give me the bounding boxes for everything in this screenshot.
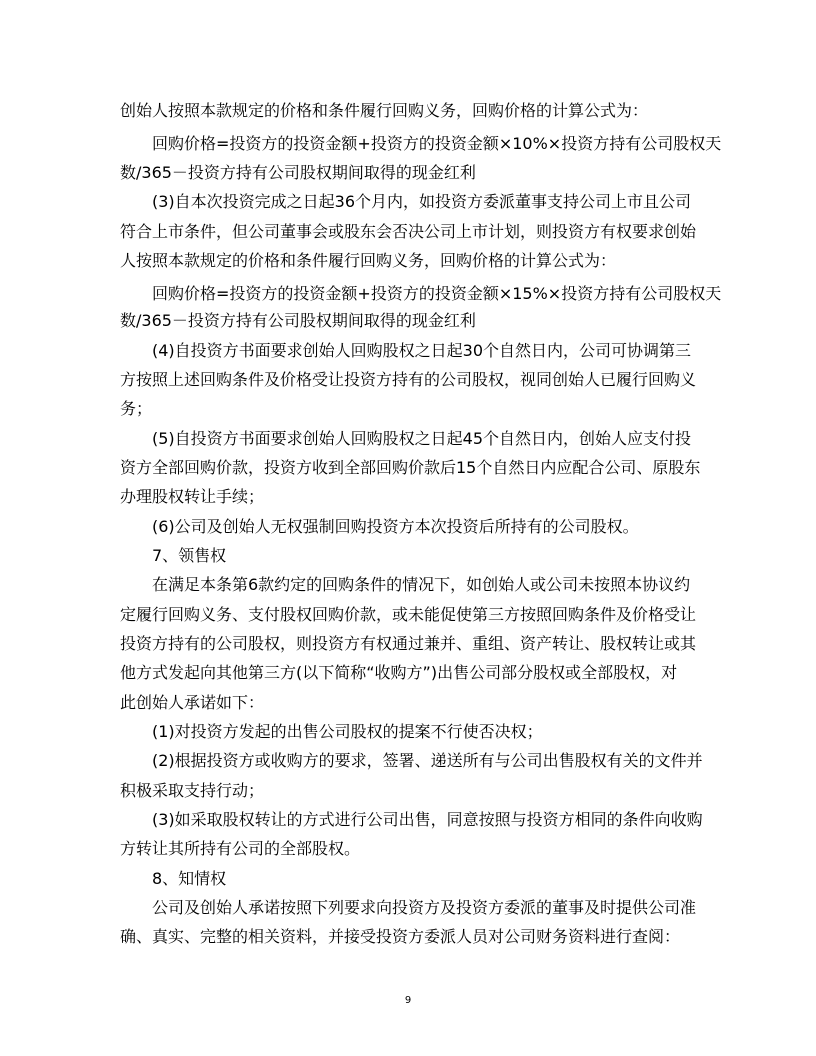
list-item-3: (3)自本次投资完成之日起36个月内，如投资方委派董事支持公司上市且公司 [152, 192, 692, 211]
body-text-line: 在满足本条第6款约定的回购条件的情况下，如创始人或公司未按照本协议约 [152, 575, 691, 594]
list-item-3: (3)如采取股权转让的方式进行公司出售，同意按照与投资方相同的条件向收购 [152, 810, 703, 829]
body-text-line: 积极采取支持行动； [120, 781, 265, 800]
body-text-line: 此创始人承诺如下： [120, 693, 265, 712]
section-heading-7: 7、领售权 [152, 546, 227, 565]
body-text-line: 方按照上述回购条件及价格受让投资方持有的公司股权，视同创始人已履行回购义 [120, 370, 697, 389]
list-item-2: (2)根据投资方或收购方的要求，签署、递送所有与公司出售股权有关的文件并 [152, 751, 703, 770]
list-item-4: (4)自投资方书面要求创始人回购股权之日起30个自然日内，公司可协调第三 [152, 341, 692, 360]
formula-line: 回购价格=投资方的投资金额+投资方的投资金额×15%×投资方持有公司股权天 [152, 284, 722, 303]
body-text-line: 确、真实、完整的相关资料，并接受投资方委派人员对公司财务资料进行查阅： [120, 927, 681, 946]
list-item-6: (6)公司及创始人无权强制回购投资方本次投资后所持有的公司股权。 [152, 517, 639, 536]
body-text-line: 公司及创始人承诺按照下列要求向投资方及投资方委派的董事及时提供公司准 [152, 898, 697, 917]
page-number: 9 [404, 995, 412, 1006]
body-text-line: 定履行回购义务、支付股权回购价款，或未能促使第三方按照回购条件及价格受让 [120, 605, 697, 624]
list-item-5: (5)自投资方书面要求创始人回购股权之日起45个自然日内，创始人应支付投 [152, 429, 692, 448]
body-text-line: 方转让其所持有公司的全部股权。 [120, 839, 361, 858]
section-heading-8: 8、知情权 [152, 869, 227, 888]
body-text-line: 务； [120, 399, 153, 418]
formula-line: 回购价格=投资方的投资金额+投资方的投资金额×10%×投资方持有公司股权天 [152, 134, 722, 153]
formula-line: 数/365－投资方持有公司股权期间取得的现金红利 [120, 311, 476, 330]
list-item-1: (1)对投资方发起的出售公司股权的提案不行使否决权； [152, 722, 543, 741]
body-text-line: 符合上市条件，但公司董事会或股东会否决公司上市计划，则投资方有权要求创始 [120, 222, 697, 241]
body-text-line: 资方全部回购价款，投资方收到全部回购价款后15个自然日内应配合公司、原股东 [120, 458, 701, 477]
body-text-line: 他方式发起向其他第三方(以下简称“收购方”)出售公司部分股权或全部股权，对 [120, 663, 678, 682]
body-text-line: 人按照本款规定的价格和条件履行回购义务，回购价格的计算公式为： [120, 251, 617, 270]
body-text-line: 投资方持有的公司股权，则投资方有权通过兼并、重组、资产转让、股权转让或其 [120, 634, 697, 653]
body-text-line: 办理股权转让手续； [120, 487, 265, 506]
body-text-line: 创始人按照本款规定的价格和条件履行回购义务，回购价格的计算公式为： [120, 101, 649, 120]
formula-line: 数/365－投资方持有公司股权期间取得的现金红利 [120, 163, 476, 182]
